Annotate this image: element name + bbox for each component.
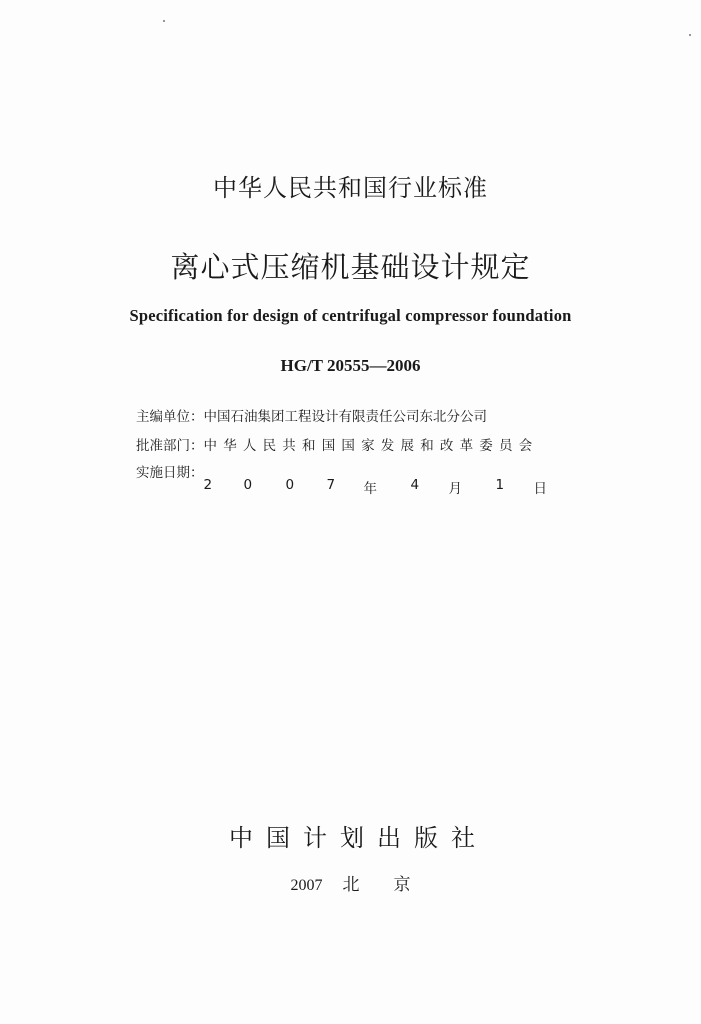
approver-value: 中华人民共和国国家发展和改革委员会 xyxy=(203,438,539,454)
month-char: 月 xyxy=(448,481,462,497)
year-digit-3: 0 xyxy=(285,477,295,493)
document-title-chinese: 离心式压缩机基础设计规定 xyxy=(170,250,531,284)
industry-standard-heading: 中华人民共和国行业标准 xyxy=(213,174,488,202)
standard-number: HG/T 20555—2006 xyxy=(280,356,421,375)
publisher-name: 中国计划出版社 xyxy=(229,824,488,852)
publication-year: 2007 xyxy=(290,877,323,894)
scan-speck xyxy=(689,34,691,36)
publication-year-city xyxy=(0,870,701,895)
approver-row xyxy=(136,434,538,454)
publication-city-second-char: 京 xyxy=(393,875,411,895)
scan-speck xyxy=(163,20,165,22)
year-char: 年 xyxy=(363,481,377,497)
effective-date-row xyxy=(136,461,564,497)
year-digit-2: 0 xyxy=(243,477,253,493)
editor-label: 主编单位： xyxy=(136,409,204,425)
editor-row xyxy=(136,405,487,425)
day-char: 日 xyxy=(533,481,547,497)
publication-city-first-char: 北 xyxy=(342,875,360,895)
effective-date-label: 实施日期： xyxy=(136,465,204,481)
approver-label: 批准部门： xyxy=(136,438,204,454)
year-digit-4: 7 xyxy=(326,477,336,493)
document-title-english: Specification for design of centrifugal compressor foundation xyxy=(129,306,572,325)
year-digit-1: 2 xyxy=(203,477,213,493)
editor-value: 中国石油集团工程设计有限责任公司东北分公司 xyxy=(203,409,487,425)
month-number: 4 xyxy=(410,477,420,493)
day-number: 1 xyxy=(495,477,505,493)
